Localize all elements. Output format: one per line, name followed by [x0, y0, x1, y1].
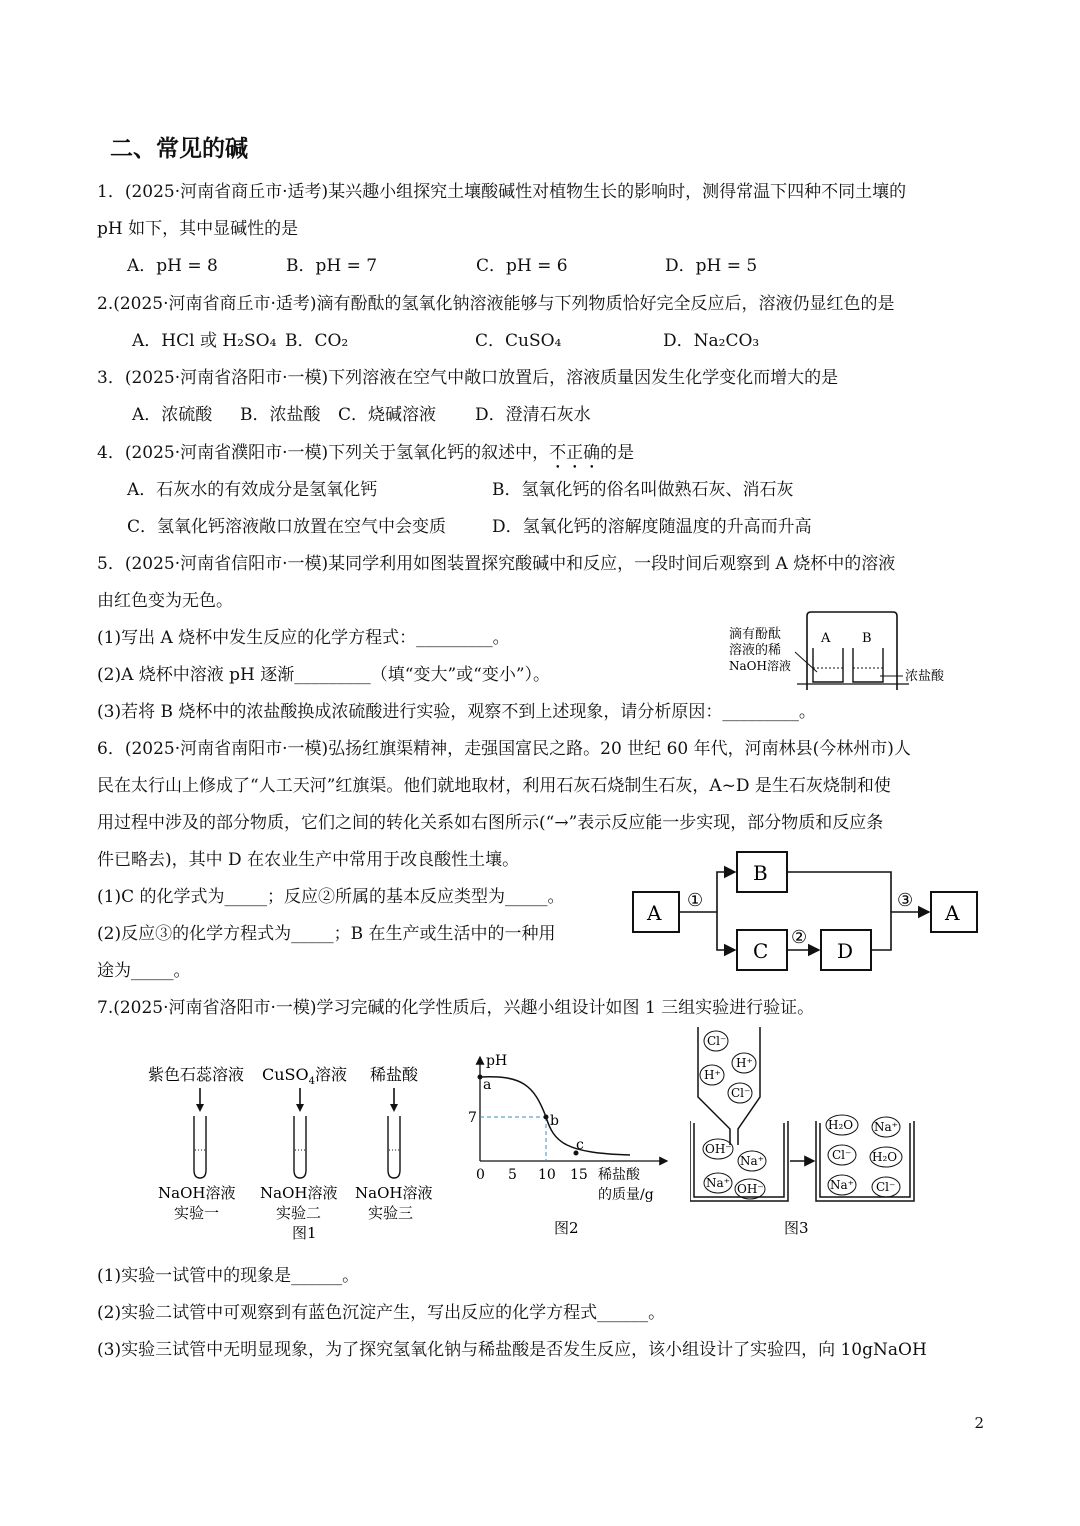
q7-fig1-test-tubes [140, 1050, 450, 1246]
label-a-left: A [647, 901, 662, 925]
label-left-2: 溶液的稀 [729, 643, 782, 658]
ion-oh-2: OH⁻ [737, 1182, 764, 1196]
x-axis-label-2: 的质量/g [598, 1187, 654, 1203]
label-a: A [821, 631, 831, 646]
section-title: 二、常见的碱 [110, 136, 248, 162]
reagent-cuso4-suffix: 溶液 [315, 1065, 348, 1084]
ion-h-1: H⁺ [736, 1056, 753, 1070]
q6-sub1: (1)C 的化学式为_____；反应②所属的基本反应类型为_____。 [97, 887, 565, 907]
y-axis-label: pH [486, 1053, 508, 1069]
reaction-3-label: ③ [897, 890, 914, 911]
x-tick-15: 15 [570, 1167, 588, 1183]
reagent-cuso4-subscript: 4 [308, 1076, 315, 1087]
x-tick-5: 5 [508, 1167, 517, 1183]
q4-emphasis: 不正确 [549, 443, 601, 463]
q6-stem-line4: 件已略去)，其中 D 在农业生产中常用于改良酸性土壤。 [97, 850, 520, 870]
q6-sub2: (2)反应③的化学方程式为_____；B 在生产或生活中的一种用 [97, 924, 556, 944]
q6-stem-line2: 民在太行山上修成了“人工天河”红旗渠。他们就地取材，利用石灰石烧制生石灰，A~D 是生石灰烧制和使 [97, 776, 891, 796]
reagent-cuso4-formula: CuSO [262, 1065, 309, 1084]
ion-h2o-2: H₂O [872, 1150, 898, 1164]
pointer-left [795, 652, 817, 672]
tube-2-label: NaOH溶液 [260, 1184, 338, 1202]
q5-stem-line1: 5．(2025·河南省信阳市·一模)某同学利用如图装置探究酸碱中和反应，一段时间后观察到 A 烧杯中的溶液 [97, 554, 896, 574]
label-c: C [753, 939, 769, 963]
arrow-to-a-right [871, 912, 929, 950]
fig1-caption: 图1 [292, 1224, 317, 1242]
tube-1 [194, 1088, 206, 1178]
exp-2-label: 实验二 [276, 1204, 322, 1222]
tube-1-label: NaOH溶液 [158, 1184, 236, 1202]
ion-na-2: Na⁺ [706, 1176, 730, 1190]
q1-stem-line2: pH 如下，其中显碱性的是 [97, 219, 299, 239]
q3-option-a: A．浓硫酸 [132, 405, 213, 425]
q3-option-d: D．澄清石灰水 [475, 405, 591, 425]
label-right: 浓盐酸 [905, 669, 945, 684]
tube-3 [388, 1088, 400, 1178]
fig3-caption: 图3 [784, 1219, 809, 1237]
page-number: 2 [974, 1414, 984, 1432]
q3-option-c: C．烧碱溶液 [338, 405, 437, 425]
label-b: B [753, 861, 768, 885]
q1-option-d: D．pH = 5 [665, 256, 758, 276]
left-beaker-ions [703, 1139, 766, 1199]
q6-stem-line3: 用过程中涉及的部分物质，它们之间的转化关系如右图所示(“→”表示反应能一步实现，部分物质和反应条 [97, 813, 884, 833]
tube-2 [294, 1088, 306, 1178]
reagent-litmus: 紫色石蕊溶液 [148, 1065, 245, 1084]
q2-option-c: C．CuSO₄ [475, 331, 562, 351]
q3-option-b: B．浓盐酸 [240, 405, 321, 425]
right-beaker-ions [826, 1115, 902, 1197]
q2-stem: 2.(2025·河南省商丘市·适考)滴有酚酞的氢氧化钠溶液能够与下列物质恰好完全反应后，溶液仍显红色的是 [97, 294, 895, 314]
q4-option-b: B．氢氧化钙的俗名叫做熟石灰、消石灰 [492, 480, 794, 500]
label-a-right: A [945, 901, 960, 925]
ion-na-3: Na⁺ [874, 1120, 898, 1134]
q3-stem: 3．(2025·河南省洛阳市·一模)下列溶液在空气中敞口放置后，溶液质量因发生化学变化而增大的是 [97, 368, 839, 388]
line-from-b [787, 872, 891, 912]
q5-sub3: (3)若将 B 烧杯中的浓盐酸换成浓硫酸进行实验，观察不到上述现象，请分析原因：_________。 [97, 702, 816, 722]
q1-option-a: A．pH = 8 [127, 256, 218, 276]
ion-na-1: Na⁺ [740, 1154, 764, 1168]
exp-3-label: 实验三 [368, 1204, 414, 1222]
q1-stem-line1: 1．(2025·河南省商丘市·适考)某兴趣小组探究土壤酸碱性对植物生长的影响时，测得常温下四种不同土壤的 [97, 182, 907, 202]
q5-beaker-figure [725, 610, 965, 690]
beaker-b [853, 648, 883, 682]
q4-stem-prefix: 4．(2025·河南省濮阳市·一模)下列关于氢氧化钙的叙述中， [97, 443, 550, 463]
q5-sub1: (1)写出 A 烧杯中发生反应的化学方程式：_________。 [97, 628, 510, 648]
q4-stem [97, 441, 634, 473]
q6-transform-diagram [625, 848, 985, 978]
reagent-hcl: 稀盐酸 [370, 1065, 419, 1084]
ion-na-4: Na⁺ [830, 1178, 854, 1192]
q7-sub3: (3)实验三试管中无明显现象，为了探究氢氧化钠与稀盐酸是否发生反应，该小组设计了实验四，向 10gNaOH [97, 1340, 927, 1360]
ion-cl-1: Cl⁻ [707, 1034, 727, 1048]
y-tick-7: 7 [468, 1110, 477, 1126]
ion-cl-2: Cl⁻ [731, 1086, 751, 1100]
point-a [478, 1075, 483, 1080]
point-a-label: a [483, 1077, 492, 1093]
label-left-3: NaOH溶液 [729, 659, 791, 673]
reaction-1-label: ① [687, 890, 704, 911]
reaction-2-label: ② [791, 927, 808, 948]
q2-option-d: D．Na₂CO₃ [663, 331, 760, 351]
q2-option-a: A．HCl 或 H₂SO₄ [132, 331, 277, 351]
x-axis-label-1: 稀盐酸 [598, 1167, 640, 1183]
label-d: D [837, 939, 854, 963]
exp-1-label: 实验一 [174, 1204, 220, 1222]
ion-oh-1: OH⁻ [705, 1142, 732, 1156]
q4-option-a: A．石灰水的有效成分是氢氧化钙 [127, 480, 378, 500]
drop-ions [700, 1031, 756, 1103]
q7-sub2: (2)实验二试管中可观察到有蓝色沉淀产生，写出反应的化学方程式______。 [97, 1303, 666, 1323]
beaker-a [813, 648, 843, 682]
reagent-cuso4 [262, 1065, 347, 1087]
q5-stem-line2: 由红色变为无色。 [97, 591, 233, 611]
q5-sub2: (2)A 烧杯中溶液 pH 逐渐_________（填“变大”或“变小”）。 [97, 665, 551, 685]
x-tick-0: 0 [476, 1167, 485, 1183]
q7-stem: 7.(2025·河南省洛阳市·一模)学习完碱的化学性质后，兴趣小组设计如图 1 三组实验进行验证。 [97, 998, 815, 1018]
ion-cl-4: Cl⁻ [876, 1180, 896, 1194]
ion-cl-3: Cl⁻ [832, 1148, 852, 1162]
q7-fig3-ion-diagram [690, 1025, 915, 1245]
label-b: B [862, 631, 872, 646]
arrow-to-c [717, 912, 735, 950]
arrow-to-b [717, 872, 735, 912]
ion-h2o-1: H₂O [828, 1118, 854, 1132]
label-left-1: 滴有酚酞 [729, 627, 782, 642]
q7-sub1: (1)实验一试管中的现象是______。 [97, 1266, 360, 1286]
point-c-label: c [576, 1137, 584, 1153]
point-b [544, 1115, 549, 1120]
q1-option-c: C．pH = 6 [476, 256, 568, 276]
x-tick-10: 10 [538, 1167, 556, 1183]
q6-stem-line1: 6．(2025·河南省南阳市·一模)弘扬红旗渠精神，走强国富民之路。20 世纪 60 年代，河南林县(今林州市)人 [97, 739, 911, 759]
q4-option-c: C．氢氧化钙溶液敞口放置在空气中会变质 [127, 517, 447, 537]
ion-h-2: H⁺ [704, 1068, 721, 1082]
q4-option-d: D．氢氧化钙的溶解度随温度的升高而升高 [492, 517, 812, 537]
tube-3-label: NaOH溶液 [355, 1184, 433, 1202]
fig2-caption: 图2 [554, 1219, 579, 1237]
q7-fig2-ph-curve [462, 1045, 677, 1245]
point-b-label: b [550, 1113, 559, 1129]
q6-sub3: 途为_____。 [97, 961, 191, 981]
q4-stem-suffix: 的是 [600, 443, 635, 463]
q2-option-b: B．CO₂ [285, 331, 349, 351]
q1-option-b: B．pH = 7 [286, 256, 378, 276]
